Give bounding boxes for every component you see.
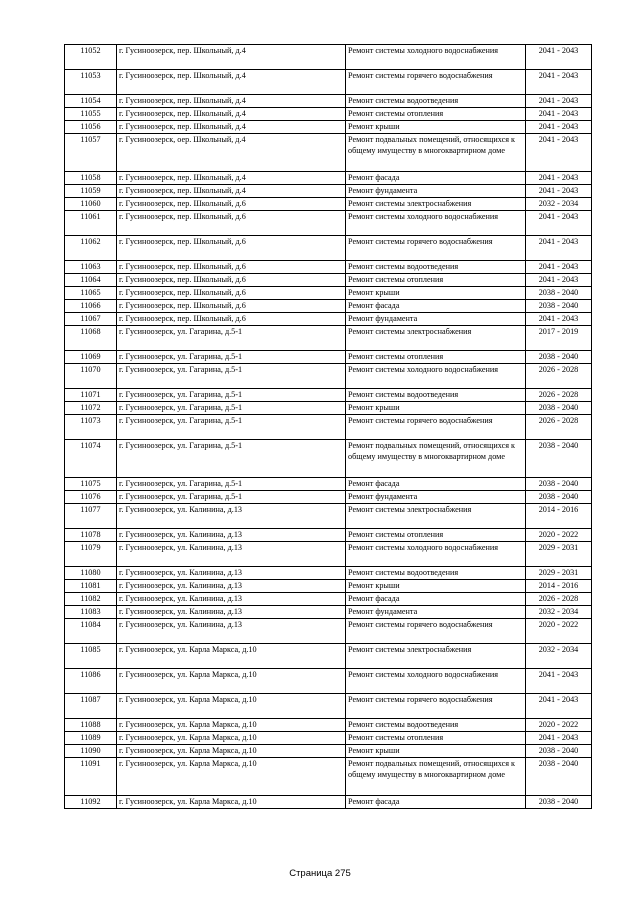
row-number: 11081 [65,580,117,593]
row-work-type: Ремонт фасада [346,300,526,313]
row-period: 2032 - 2034 [526,198,592,211]
row-address: г. Гусиноозерск, ул. Калинина, д.13 [117,619,346,644]
row-work-type: Ремонт системы водоотведения [346,567,526,580]
row-work-type: Ремонт системы холодного водоснабжения [346,542,526,567]
row-number: 11063 [65,261,117,274]
row-address: г. Гусиноозерск, пер. Школьный, д.4 [117,121,346,134]
row-address: г. Гусиноозерск, пер. Школьный, д.6 [117,261,346,274]
row-period: 2032 - 2034 [526,644,592,669]
row-number: 11072 [65,402,117,415]
row-number: 11052 [65,45,117,70]
row-work-type: Ремонт системы водоотведения [346,719,526,732]
row-work-type: Ремонт фасада [346,478,526,491]
row-address: г. Гусиноозерск, пер. Школьный, д.4 [117,95,346,108]
table-row [65,504,592,529]
row-period: 2017 - 2019 [526,326,592,351]
table-row [65,287,592,300]
row-period: 2026 - 2028 [526,364,592,389]
row-number: 11069 [65,351,117,364]
row-period: 2041 - 2043 [526,95,592,108]
row-number: 11079 [65,542,117,567]
row-address: г. Гусиноозерск, пер. Школьный, д.6 [117,313,346,326]
row-work-type: Ремонт системы электроснабжения [346,326,526,351]
row-work-type: Ремонт крыши [346,121,526,134]
row-address: г. Гусиноозерск, ул. Калинина, д.13 [117,567,346,580]
row-number: 11076 [65,491,117,504]
row-work-type: Ремонт системы горячего водоснабжения [346,236,526,261]
row-period: 2014 - 2016 [526,580,592,593]
row-address: г. Гусиноозерск, ул. Карла Маркса, д.10 [117,745,346,758]
table-row [65,45,592,70]
row-address: г. Гусиноозерск, ул. Гагарина, д.5-1 [117,440,346,478]
row-work-type: Ремонт системы горячего водоснабжения [346,415,526,440]
row-number: 11053 [65,70,117,95]
row-number: 11080 [65,567,117,580]
row-address: г. Гусиноозерск, ул. Карла Маркса, д.10 [117,732,346,745]
row-number: 11065 [65,287,117,300]
table-row [65,389,592,402]
row-work-type: Ремонт подвальных помещений, относящихся к общему имуществу в многоквартирном доме [346,758,526,796]
row-address: г. Гусиноозерск, ул. Карла Маркса, д.10 [117,644,346,669]
row-address: г. Гусиноозерск, ул. Гагарина, д.5-1 [117,478,346,491]
row-period: 2041 - 2043 [526,211,592,236]
row-work-type: Ремонт фасада [346,593,526,606]
row-address: г. Гусиноозерск, ул. Гагарина, д.5-1 [117,351,346,364]
row-period: 2041 - 2043 [526,45,592,70]
row-period: 2041 - 2043 [526,313,592,326]
row-address: г. Гусиноозерск, пер. Школьный, д.6 [117,236,346,261]
row-period: 2020 - 2022 [526,619,592,644]
row-work-type: Ремонт системы горячего водоснабжения [346,694,526,719]
row-work-type: Ремонт фундамента [346,491,526,504]
table-row [65,121,592,134]
row-address: г. Гусиноозерск, ул. Калинина, д.13 [117,593,346,606]
row-number: 11067 [65,313,117,326]
row-number: 11087 [65,694,117,719]
table-row [65,185,592,198]
row-work-type: Ремонт крыши [346,402,526,415]
row-address: г. Гусиноозерск, пер. Школьный, д.6 [117,300,346,313]
row-address: г. Гусиноозерск, пер. Школьный, д.4 [117,45,346,70]
row-period: 2041 - 2043 [526,134,592,172]
row-number: 11073 [65,415,117,440]
row-address: г. Гусиноозерск, ул. Гагарина, д.5-1 [117,389,346,402]
table-row [65,745,592,758]
table-row [65,274,592,287]
row-number: 11058 [65,172,117,185]
table-row [65,326,592,351]
table-row [65,172,592,185]
row-work-type: Ремонт системы горячего водоснабжения [346,70,526,95]
row-number: 11060 [65,198,117,211]
row-address: г. Гусиноозерск, пер. Школьный, д.4 [117,108,346,121]
row-work-type: Ремонт системы отопления [346,351,526,364]
row-address: г. Гусиноозерск, ул. Гагарина, д.5-1 [117,402,346,415]
row-number: 11061 [65,211,117,236]
row-number: 11066 [65,300,117,313]
table-row [65,669,592,694]
table-row [65,300,592,313]
row-period: 2029 - 2031 [526,567,592,580]
table-row [65,732,592,745]
row-period: 2038 - 2040 [526,745,592,758]
row-address: г. Гусиноозерск, ул. Калинина, д.13 [117,606,346,619]
row-period: 2038 - 2040 [526,351,592,364]
row-number: 11078 [65,529,117,542]
row-number: 11054 [65,95,117,108]
row-work-type: Ремонт фундамента [346,606,526,619]
row-work-type: Ремонт системы отопления [346,274,526,287]
table-row [65,619,592,644]
row-address: г. Гусиноозерск, ул. Карла Маркса, д.10 [117,796,346,809]
table-row [65,402,592,415]
table-row [65,478,592,491]
row-work-type: Ремонт системы холодного водоснабжения [346,669,526,694]
row-work-type: Ремонт системы электроснабжения [346,504,526,529]
row-period: 2041 - 2043 [526,108,592,121]
row-period: 2041 - 2043 [526,70,592,95]
table-row [65,593,592,606]
row-work-type: Ремонт фундамента [346,185,526,198]
table-row [65,415,592,440]
row-number: 11092 [65,796,117,809]
row-work-type: Ремонт системы холодного водоснабжения [346,364,526,389]
table-row [65,313,592,326]
row-address: г. Гусиноозерск, ул. Карла Маркса, д.10 [117,694,346,719]
row-address: г. Гусиноозерск, пер. Школьный, д.6 [117,287,346,300]
row-work-type: Ремонт подвальных помещений, относящихся к общему имуществу в многоквартирном доме [346,134,526,172]
row-address: г. Гусиноозерск, ул. Карла Маркса, д.10 [117,719,346,732]
row-period: 2014 - 2016 [526,504,592,529]
row-period: 2020 - 2022 [526,529,592,542]
row-period: 2029 - 2031 [526,542,592,567]
row-period: 2026 - 2028 [526,389,592,402]
row-address: г. Гусиноозерск, ул. Карла Маркса, д.10 [117,758,346,796]
table-row [65,198,592,211]
row-number: 11071 [65,389,117,402]
page-number: Страница 275 [289,868,351,879]
table-row [65,542,592,567]
row-address: г. Гусиноозерск, пер. Школьный, д.6 [117,274,346,287]
row-work-type: Ремонт системы холодного водоснабжения [346,45,526,70]
row-work-type: Ремонт системы холодного водоснабжения [346,211,526,236]
row-work-type: Ремонт фасада [346,172,526,185]
row-number: 11084 [65,619,117,644]
table-row [65,364,592,389]
row-number: 11086 [65,669,117,694]
table-row [65,694,592,719]
table-row [65,108,592,121]
table-row [65,580,592,593]
row-period: 2041 - 2043 [526,274,592,287]
row-work-type: Ремонт крыши [346,745,526,758]
table-row [65,491,592,504]
row-number: 11062 [65,236,117,261]
row-number: 11057 [65,134,117,172]
row-number: 11074 [65,440,117,478]
row-work-type: Ремонт системы электроснабжения [346,198,526,211]
table-row [65,529,592,542]
row-period: 2041 - 2043 [526,121,592,134]
row-address: г. Гусиноозерск, ул. Гагарина, д.5-1 [117,364,346,389]
row-work-type: Ремонт системы водоотведения [346,95,526,108]
row-number: 11075 [65,478,117,491]
row-address: г. Гусиноозерск, ул. Калинина, д.13 [117,580,346,593]
row-address: г. Гусиноозерск, ул. Калинина, д.13 [117,529,346,542]
row-period: 2038 - 2040 [526,796,592,809]
table-row [65,644,592,669]
row-number: 11083 [65,606,117,619]
row-period: 2020 - 2022 [526,719,592,732]
row-period: 2041 - 2043 [526,732,592,745]
table-row [65,567,592,580]
table-row [65,134,592,172]
row-work-type: Ремонт системы отопления [346,732,526,745]
row-address: г. Гусиноозерск, ул. Калинина, д.13 [117,504,346,529]
row-work-type: Ремонт системы электроснабжения [346,644,526,669]
row-work-type: Ремонт системы отопления [346,108,526,121]
row-number: 11059 [65,185,117,198]
row-period: 2038 - 2040 [526,402,592,415]
table-row [65,351,592,364]
row-address: г. Гусиноозерск, ул. Карла Маркса, д.10 [117,669,346,694]
row-address: г. Гусиноозерск, пер. Школьный, д.4 [117,172,346,185]
table-row [65,719,592,732]
table-row [65,95,592,108]
table-row [65,236,592,261]
table-row [65,440,592,478]
row-period: 2038 - 2040 [526,300,592,313]
row-address: г. Гусиноозерск, пер. Школьный, д.6 [117,198,346,211]
capital-repair-table [64,44,592,809]
row-work-type: Ремонт системы водоотведения [346,389,526,402]
row-period: 2041 - 2043 [526,185,592,198]
row-address: г. Гусиноозерск, пер. Школьный, д.4 [117,185,346,198]
row-period: 2041 - 2043 [526,236,592,261]
row-period: 2041 - 2043 [526,261,592,274]
row-number: 11089 [65,732,117,745]
row-work-type: Ремонт системы горячего водоснабжения [346,619,526,644]
row-address: г. Гусиноозерск, ул. Калинина, д.13 [117,542,346,567]
table-row [65,211,592,236]
row-number: 11068 [65,326,117,351]
table-body [65,45,592,809]
row-number: 11056 [65,121,117,134]
row-period: 2026 - 2028 [526,593,592,606]
row-number: 11085 [65,644,117,669]
row-period: 2026 - 2028 [526,415,592,440]
row-work-type: Ремонт системы водоотведения [346,261,526,274]
row-address: г. Гусиноозерск, ул. Гагарина, д.5-1 [117,491,346,504]
row-address: г. Гусиноозерск, пер. Школьный, д.6 [117,211,346,236]
row-period: 2038 - 2040 [526,491,592,504]
row-work-type: Ремонт подвальных помещений, относящихся к общему имуществу в многоквартирном доме [346,440,526,478]
row-address: г. Гусиноозерск, ул. Гагарина, д.5-1 [117,415,346,440]
row-number: 11090 [65,745,117,758]
row-work-type: Ремонт крыши [346,287,526,300]
row-work-type: Ремонт системы отопления [346,529,526,542]
row-period: 2038 - 2040 [526,287,592,300]
row-work-type: Ремонт крыши [346,580,526,593]
row-work-type: Ремонт фундамента [346,313,526,326]
table-row [65,261,592,274]
row-period: 2041 - 2043 [526,669,592,694]
row-period: 2041 - 2043 [526,694,592,719]
row-address: г. Гусиноозерск, оер. Школьный, д.4 [117,134,346,172]
row-number: 11091 [65,758,117,796]
row-number: 11088 [65,719,117,732]
row-number: 11077 [65,504,117,529]
row-address: г. Гусиноозерск, пер. Школьный, д.4 [117,70,346,95]
table-row [65,796,592,809]
row-address: г. Гусиноозерск, ул. Гагарина, д.5-1 [117,326,346,351]
row-number: 11064 [65,274,117,287]
row-period: 2032 - 2034 [526,606,592,619]
table-row [65,606,592,619]
table-row [65,758,592,796]
table-row [65,70,592,95]
row-period: 2038 - 2040 [526,440,592,478]
row-number: 11055 [65,108,117,121]
row-period: 2041 - 2043 [526,172,592,185]
row-work-type: Ремонт фасада [346,796,526,809]
row-number: 11070 [65,364,117,389]
row-number: 11082 [65,593,117,606]
row-period: 2038 - 2040 [526,478,592,491]
row-period: 2038 - 2040 [526,758,592,796]
